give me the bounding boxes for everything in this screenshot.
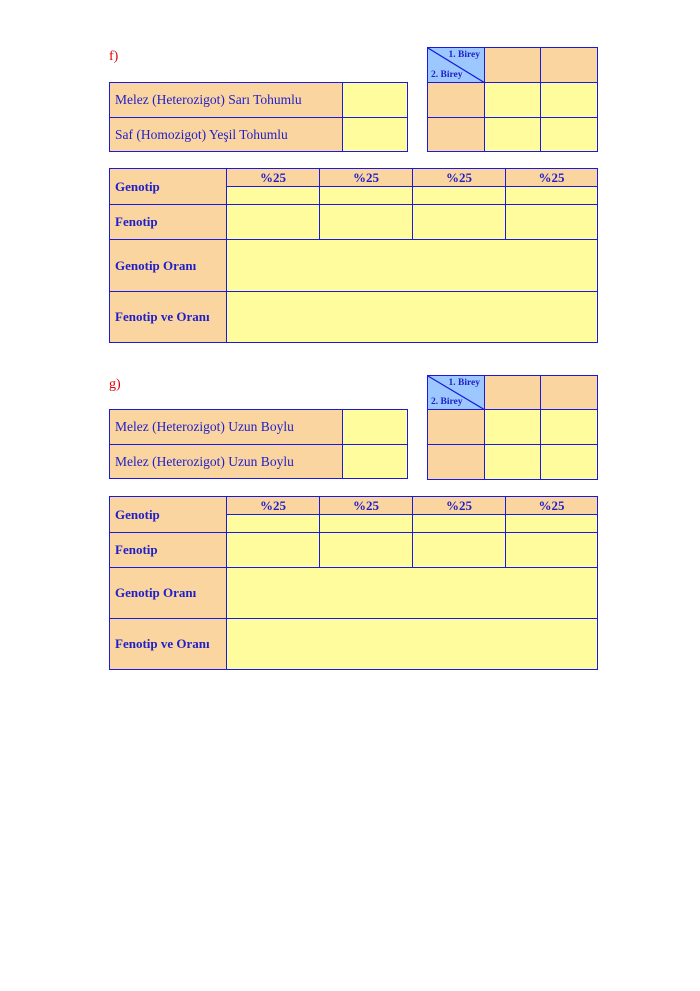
genotip-answer[interactable] [320,515,413,533]
offspring-cell[interactable] [485,445,541,480]
fenotip-answer[interactable] [413,533,506,568]
fenotip-orani-label: Fenotip ve Oranı [110,292,227,343]
percent-label: %25 [227,497,320,515]
genotip-orani-answer[interactable] [227,568,598,619]
punnett-corner [428,376,485,410]
parents-table [109,409,408,479]
genotip-label: Genotip [110,169,227,205]
gamete-cell[interactable] [428,410,485,445]
parent-1-answer[interactable] [343,410,408,445]
results-table [109,496,598,670]
punnett-corner [428,48,485,83]
parent-1-answer[interactable] [343,83,408,118]
gamete-cell[interactable] [541,48,598,83]
parent-2-answer[interactable] [343,445,408,479]
genotip-orani-label: Genotip Oranı [110,568,227,619]
genotip-orani-answer[interactable] [227,240,598,292]
fenotip-answer[interactable] [227,205,320,240]
percent-label: %25 [320,497,413,515]
punnett-square [427,47,598,152]
offspring-cell[interactable] [485,410,541,445]
gamete-cell[interactable] [485,48,541,83]
first-parent-label: 1. Birey [448,50,480,60]
parent-1-label: Melez (Heterozigot) Sarı Tohumlu [110,83,343,118]
genotip-answer[interactable] [320,187,413,205]
fenotip-answer[interactable] [227,533,320,568]
genotip-answer[interactable] [506,515,598,533]
gamete-cell[interactable] [541,376,598,410]
fenotip-answer[interactable] [413,205,506,240]
fenotip-answer[interactable] [506,205,598,240]
section-label: f) [109,49,119,64]
second-parent-label: 2. Birey [431,397,463,407]
offspring-cell[interactable] [541,410,598,445]
parents-table [109,82,408,152]
percent-label: %25 [506,497,598,515]
fenotip-orani-label: Fenotip ve Oranı [110,619,227,670]
fenotip-label: Fenotip [110,533,227,568]
section-label: g) [109,377,121,392]
punnett-square [427,375,598,480]
offspring-cell[interactable] [541,83,598,118]
offspring-cell[interactable] [485,83,541,118]
genotip-orani-label: Genotip Oranı [110,240,227,292]
genotip-answer[interactable] [227,187,320,205]
genotip-label: Genotip [110,497,227,533]
parent-2-answer[interactable] [343,118,408,152]
gamete-cell[interactable] [485,376,541,410]
gamete-cell[interactable] [428,83,485,118]
first-parent-label: 1. Birey [448,378,480,388]
percent-label: %25 [413,169,506,187]
parent-2-label: Saf (Homozigot) Yeşil Tohumlu [110,118,343,152]
second-parent-label: 2. Birey [431,70,463,80]
gamete-cell[interactable] [428,445,485,480]
genotip-answer[interactable] [227,515,320,533]
fenotip-answer[interactable] [506,533,598,568]
percent-label: %25 [320,169,413,187]
results-table [109,168,598,343]
fenotip-orani-answer[interactable] [227,619,598,670]
offspring-cell[interactable] [541,118,598,152]
parent-2-label: Melez (Heterozigot) Uzun Boylu [110,445,343,479]
offspring-cell[interactable] [485,118,541,152]
percent-label: %25 [413,497,506,515]
genotip-answer[interactable] [413,187,506,205]
genotip-answer[interactable] [413,515,506,533]
fenotip-label: Fenotip [110,205,227,240]
fenotip-answer[interactable] [320,205,413,240]
gamete-cell[interactable] [428,118,485,152]
offspring-cell[interactable] [541,445,598,480]
percent-label: %25 [506,169,598,187]
fenotip-orani-answer[interactable] [227,292,598,343]
parent-1-label: Melez (Heterozigot) Uzun Boylu [110,410,343,445]
genotip-answer[interactable] [506,187,598,205]
percent-label: %25 [227,169,320,187]
fenotip-answer[interactable] [320,533,413,568]
